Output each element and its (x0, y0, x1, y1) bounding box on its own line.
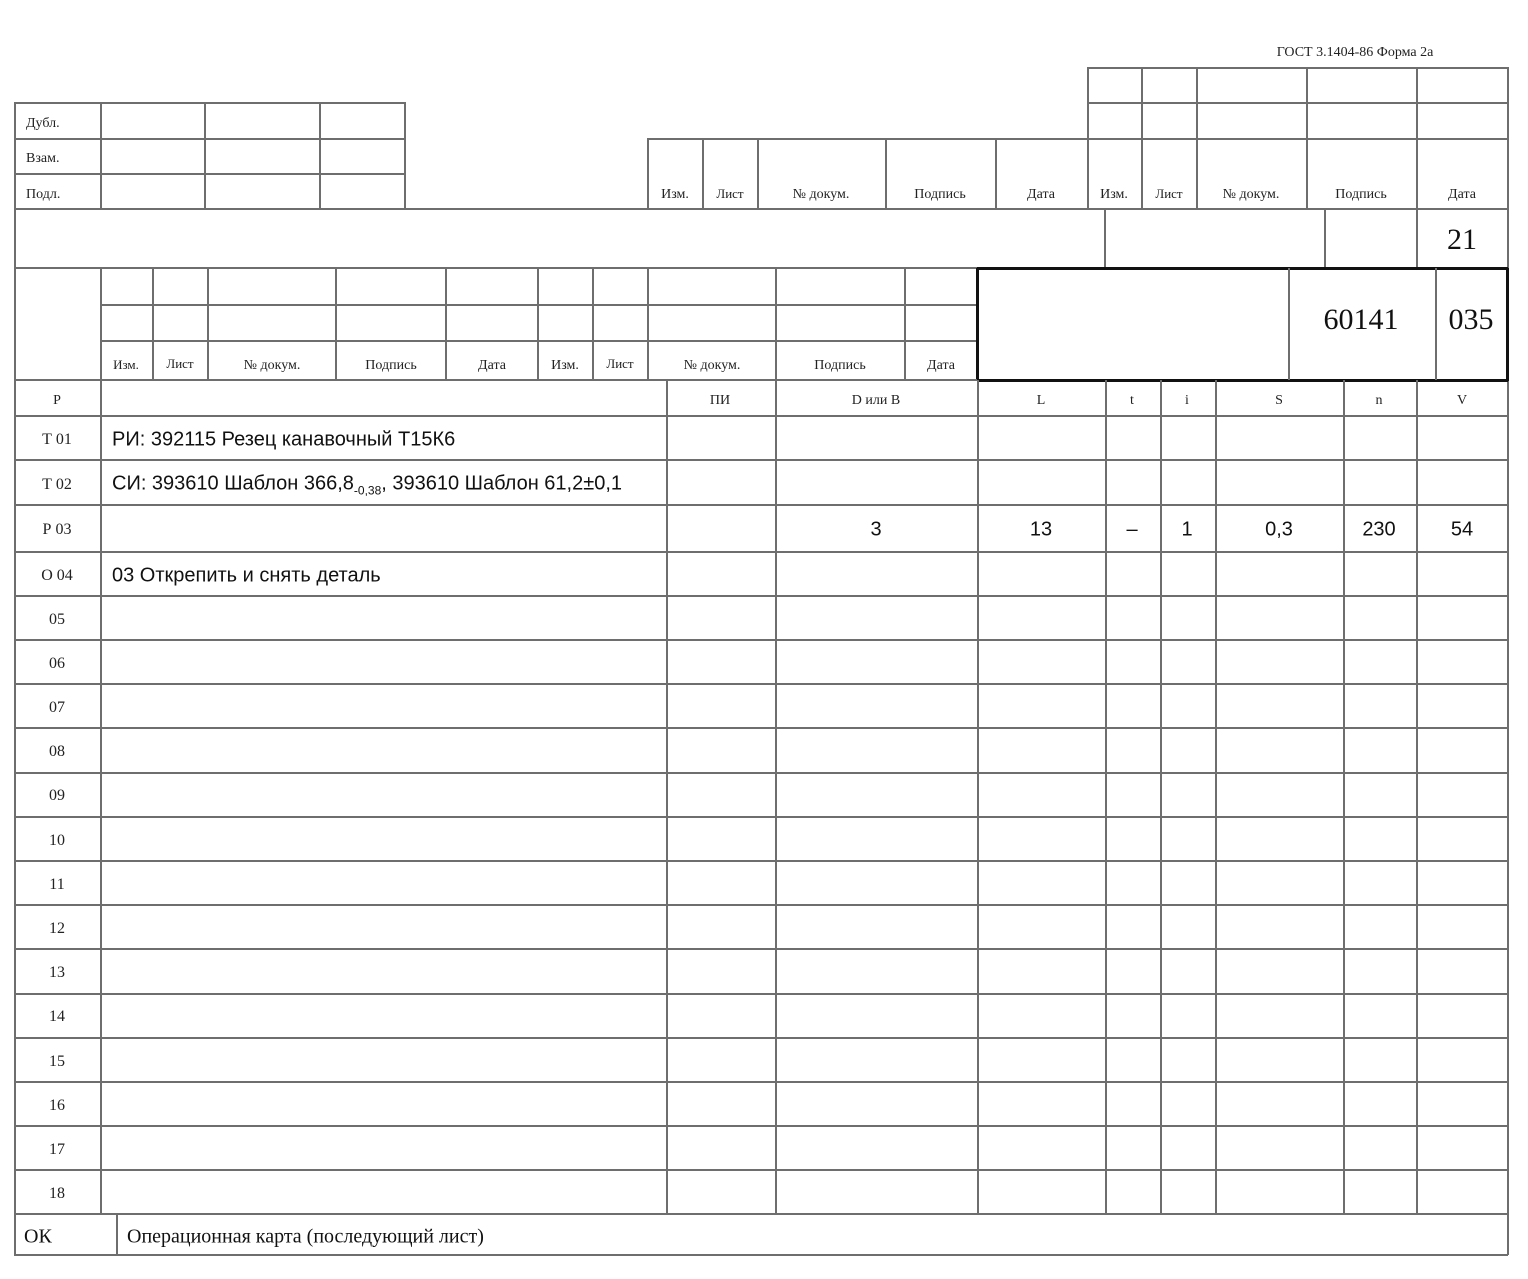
grid-line (904, 268, 906, 380)
grid-line (14, 173, 405, 175)
grid-line (592, 268, 594, 380)
col-header-n: n (1375, 393, 1383, 408)
rev-header-izm: Изм. (1100, 187, 1128, 202)
row-number: 15 (49, 1053, 65, 1070)
grid-line (100, 340, 977, 342)
vzam-label: Взам. (26, 151, 60, 166)
grid-line (116, 1213, 118, 1255)
rev-header-date: Дата (1448, 187, 1476, 202)
grid-line (14, 683, 1508, 685)
rev-header-doc: № докум. (1222, 187, 1280, 202)
rev-header-sign: Подпись (914, 187, 966, 202)
rev-header-doc: № докум. (683, 358, 741, 373)
row-text (112, 473, 622, 498)
row-number: 10 (49, 832, 65, 849)
col-header-s: S (1275, 393, 1283, 408)
form-standard-label: ГОСТ 3.1404-86 Форма 2а (1276, 45, 1434, 60)
rev-header-doc: № докум. (792, 187, 850, 202)
rev-header-doc: № докум. (243, 358, 301, 373)
rev-header-list: Лист (606, 356, 634, 371)
row-number: 18 (49, 1185, 65, 1202)
grid-line (1416, 208, 1418, 268)
row-text-part: СИ: 393610 Шаблон 366,8 (112, 472, 354, 495)
rev-header-list: Лист (166, 356, 194, 371)
col-header-i: i (1185, 393, 1189, 408)
row-text: РИ: 392115 Резец канавочный Т15К6 (112, 428, 456, 451)
grid-line (1435, 268, 1437, 380)
grid-line (14, 1254, 1508, 1256)
footer-title: Операционная карта (последующий лист) (127, 1225, 484, 1248)
grid-line (14, 415, 1508, 417)
row-number: 14 (49, 1008, 65, 1025)
grid-line (14, 993, 1508, 995)
grid-line (14, 102, 405, 104)
grid-line (977, 267, 1508, 270)
grid-line (1087, 67, 1508, 69)
row-number: 12 (49, 920, 65, 937)
rev-header-date: Дата (1027, 187, 1055, 202)
grid-line (207, 268, 209, 380)
grid-line (976, 268, 979, 381)
grid-line (775, 268, 777, 380)
rev-header-sign: Подпись (814, 358, 866, 373)
grid-line (14, 904, 1508, 906)
grid-line (404, 102, 406, 209)
grid-line (319, 102, 321, 209)
col-header-d-or-b: D или B (851, 393, 901, 408)
grid-line (1288, 268, 1290, 380)
grid-line (14, 727, 1508, 729)
col-header-t: t (1130, 393, 1134, 408)
grid-line (1507, 67, 1509, 1255)
row-number: 08 (49, 743, 65, 760)
grid-line (100, 304, 977, 306)
grid-line (647, 138, 1508, 140)
grid-line (14, 208, 1508, 210)
grid-line (537, 268, 539, 380)
grid-line (1104, 208, 1106, 268)
rev-header-list: Лист (716, 186, 744, 201)
grid-line (14, 816, 1508, 818)
value-s: 0,3 (1265, 518, 1293, 541)
grid-line (14, 772, 1508, 774)
row-number: 16 (49, 1097, 65, 1114)
grid-line (647, 268, 649, 380)
grid-line (14, 860, 1508, 862)
value-d: 3 (870, 518, 882, 541)
value-v: 54 (1450, 518, 1474, 541)
value-n: 230 (1362, 518, 1396, 541)
row-code: Т 02 (42, 476, 72, 493)
operation-number: 035 (1448, 303, 1494, 336)
grid-line (14, 1125, 1508, 1127)
grid-line (100, 268, 102, 380)
row-number: 06 (49, 655, 65, 672)
grid-line (995, 138, 997, 209)
grid-line (885, 138, 887, 209)
row-text: 03 Открепить и снять деталь (112, 564, 381, 587)
rev-header-date: Дата (478, 358, 506, 373)
grid-line (977, 379, 1508, 382)
grid-line (1087, 102, 1508, 104)
grid-line (204, 102, 206, 209)
grid-line (647, 138, 649, 209)
grid-line (14, 639, 1508, 641)
grid-line (14, 1037, 1508, 1039)
grid-line (445, 268, 447, 380)
grid-line (14, 1213, 1508, 1215)
grid-line (14, 459, 1508, 461)
row-number: 11 (49, 876, 65, 893)
grid-line (14, 551, 1508, 553)
row-number: 05 (49, 611, 65, 628)
grid-line (14, 1169, 1508, 1171)
grid-line (14, 948, 1508, 950)
col-header-l: L (1036, 393, 1046, 408)
tolerance-subscript: -0,38 (353, 483, 382, 498)
col-header-p: Р (53, 393, 61, 408)
rev-header-sign: Подпись (1335, 187, 1387, 202)
rev-header-sign: Подпись (365, 358, 417, 373)
rev-header-date: Дата (927, 358, 955, 373)
row-code: Т 01 (42, 431, 72, 448)
col-header-pi: ПИ (709, 393, 731, 408)
rev-header-izm: Изм. (661, 187, 689, 202)
row-number: 09 (49, 787, 65, 804)
grid-line (757, 138, 759, 209)
rev-header-list: Лист (1155, 186, 1183, 201)
row-number: 17 (49, 1141, 65, 1158)
grid-line (14, 595, 1508, 597)
grid-line (152, 268, 154, 380)
grid-line (14, 138, 405, 140)
sheet-number: 21 (1447, 223, 1477, 256)
grid-line (335, 268, 337, 380)
grid-line (14, 379, 977, 381)
grid-line (1324, 208, 1326, 268)
grid-line (1506, 268, 1509, 381)
grid-line (14, 1081, 1508, 1083)
rev-header-izm: Изм. (113, 357, 139, 372)
row-text-part: , 393610 Шаблон 61,2±0,1 (381, 472, 623, 495)
value-t: – (1126, 518, 1138, 541)
podl-label: Подл. (26, 187, 61, 202)
grid-line (100, 102, 102, 209)
footer-code: ОК (24, 1225, 52, 1248)
document-code: 60141 (1323, 303, 1399, 336)
row-number: 07 (49, 699, 65, 716)
rev-header-izm: Изм. (551, 358, 579, 373)
row-code: О 04 (41, 567, 73, 584)
col-header-v: V (1456, 393, 1468, 408)
grid-line (702, 138, 704, 209)
row-number: 13 (49, 964, 65, 981)
value-l: 13 (1029, 518, 1053, 541)
value-i: 1 (1181, 518, 1193, 541)
dubl-label: Дубл. (26, 116, 60, 131)
row-code: Р 03 (42, 521, 72, 538)
grid-line (14, 504, 1508, 506)
